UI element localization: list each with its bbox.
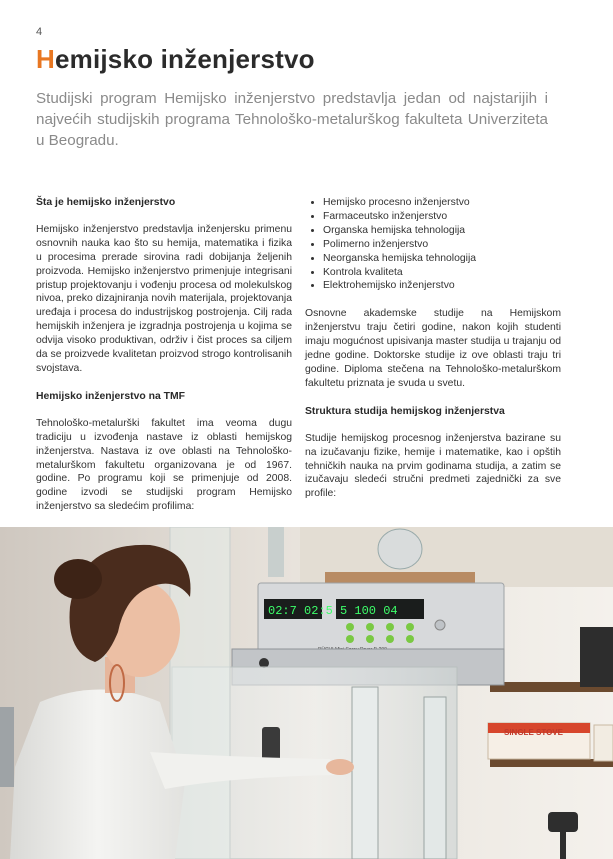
- paragraph-definition: Hemijsko inženjerstvo predstavlja inženjersku primenu osnovnih nauka kao što su hemija, matematika i fizika u procesima prerade sirovina radi dobijanja željenih proizvoda. Hemijsko inženjerstvo primenjuje integrisani pristup projektovanju i vođenju procesa od molekulskog nivoa, preko dizajniranja novih materijala, projektovanja uređaja i procesa do industrijskog postrojenja. Cilj rada hemijskih inženjera je izgradnja postrojenja u kojima se odvija visoko produktivan, održiv i čist proces sa ciljem da se proizvede kvalitetan proizvod strogo kontrolisanih svojstava.: [36, 223, 292, 374]
- lab-photo: [0, 527, 613, 859]
- display-right: 5 100 04: [340, 604, 398, 618]
- list-item: • Kontrola kvaliteta: [323, 266, 561, 280]
- right-column: [305, 196, 561, 515]
- profile-list: [305, 196, 561, 293]
- list-item: • Polimerno inženjerstvo: [323, 238, 561, 252]
- intro-paragraph: Studijski program Hemijsko inženjerstvo predstavlja jedan od najstarijih i najvećih studijskih programa Tehnološko-metalurškog fakulteta Univerziteta u Beogradu.: [36, 90, 548, 149]
- section-heading-structure: Struktura studija hemijskog inženjerstva: [305, 405, 505, 417]
- section-heading-tmf: Hemijsko inženjerstvo na TMF: [36, 390, 185, 402]
- lab-photo-illustration: [0, 527, 613, 859]
- left-column: [36, 196, 292, 528]
- paragraph-structure: Studije hemijskog procesnog inženjerstva bazirane su na izučavanju fizike, hemije i matematike, kao i opštih tehničkih nauka na prvim godinama studija, a zatim se izučavaju sledeći stručni predmeti zajednički za sve profile:: [305, 432, 561, 500]
- list-item: • Neorganska hemijska tehnologija: [323, 252, 561, 266]
- display-left: 02:7 02:5: [268, 604, 333, 618]
- title-initial: H: [36, 44, 55, 74]
- title-rest: emijsko inženjerstvo: [54, 44, 315, 74]
- list-item: • Elektrohemijsko inženjerstvo: [323, 279, 561, 293]
- page-title: [36, 44, 315, 75]
- list-item: • Hemijsko procesno inženjerstvo: [323, 196, 561, 210]
- list-item: • Organska hemijska tehnologija: [323, 224, 561, 238]
- section-heading-what-is: Šta je hemijsko inženjerstvo: [36, 197, 176, 208]
- box-label: SINGLE STOVE: [504, 728, 563, 737]
- paragraph-tmf-history: Tehnološko-metalurški fakultet ima veoma dugu tradiciju u izvođenja nastave iz oblasti hemijskog inženjerstva. Nastava iz ove oblasti na Tehnološko-metalurškom fakultetu organizovana je od 1967. godine. Po programu koji se primenjuje od 2008. godine izvodi se studijski program Hemijsko inženjerstvo sa sledećim profilima:: [36, 417, 292, 513]
- page-number: 4: [36, 26, 43, 38]
- paragraph-study-duration: Osnovne akademske studije na Hemijskom inženjerstvu traju četiri godine, nakon kojih studenti imaju mogućnost upisivanja master studija u trajanju od jedne godine. Doktorske studije iz ove oblasti traju tri godine. Diploma stečena na Tehnološko-metalurškom fakultetu priznata je svuda u svetu.: [305, 308, 561, 389]
- list-item: • Farmaceutsko inženjerstvo: [323, 210, 561, 224]
